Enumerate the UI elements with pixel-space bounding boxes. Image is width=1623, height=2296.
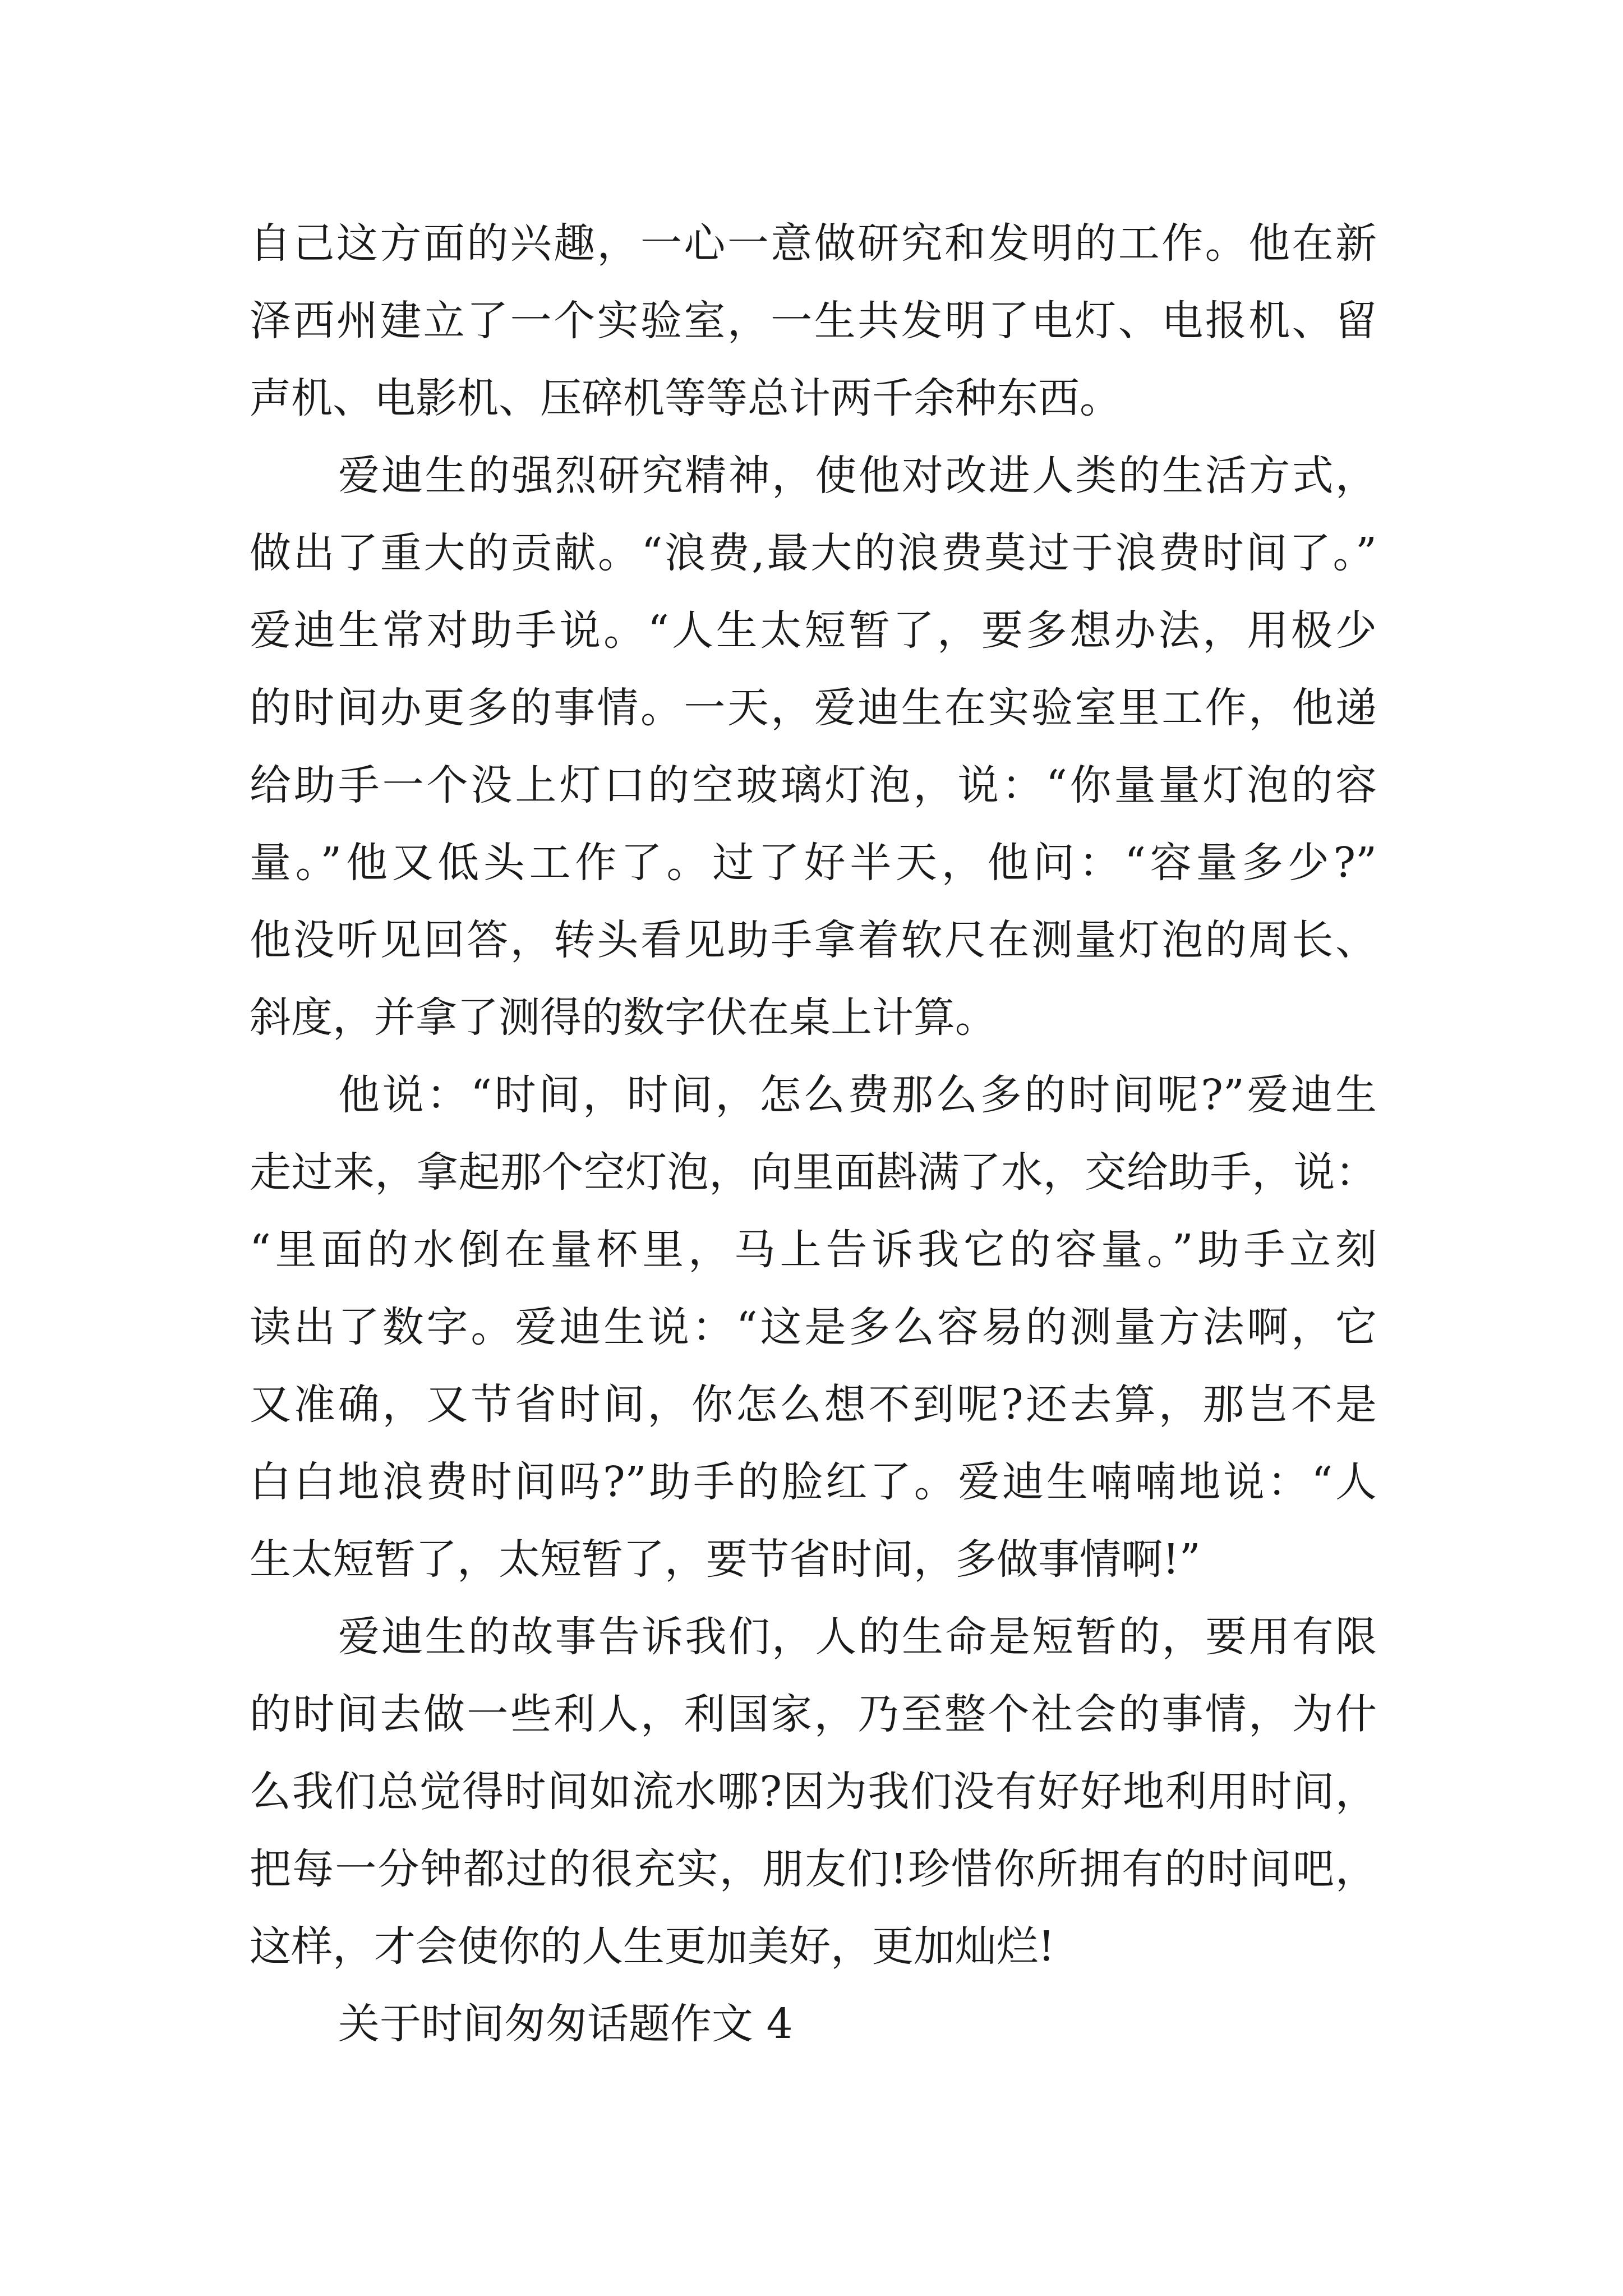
paragraph	[250, 437, 1377, 1056]
text-line: 量。”他又低头工作了。过了好半天，他问：“容量多少?”	[250, 839, 1377, 887]
text-line: 白白地浪费时间吗?”助手的脸红了。爱迪生喃喃地说：“人	[250, 1458, 1377, 1506]
text-line: 爱迪生的故事告诉我们，人的生命是短暂的，要用有限	[338, 1613, 1377, 1661]
text-line: 的时间去做一些利人，利国家，乃至整个社会的事情，为什	[250, 1690, 1377, 1738]
text-line: 走过来，拿起那个空灯泡，向里面斟满了水，交给助手，说：	[250, 1148, 1377, 1197]
text-line: 生太短暂了，太短暂了，要节省时间，多做事情啊!”	[250, 1535, 1201, 1584]
text-line: 又准确，又节省时间，你怎么想不到呢?还去算，那岂不是	[250, 1381, 1377, 1429]
text-line: 的时间办更多的事情。一天，爱迪生在实验室里工作，他递	[250, 684, 1377, 732]
section-heading: 关于时间匆匆话题作文 4	[338, 2000, 793, 2048]
text-line: 读出了数字。爱迪生说：“这是多么容易的测量方法啊，它	[250, 1303, 1377, 1351]
text-line: 么我们总觉得时间如流水哪?因为我们没有好好地利用时间，	[250, 1768, 1377, 1816]
text-line: 做出了重大的贡献。“浪费,最大的浪费莫过于浪费时间了。”	[250, 529, 1377, 577]
text-line: 爱迪生的强烈研究精神，使他对改进人类的生活方式，	[338, 452, 1377, 500]
text-line: “里面的水倒在量杯里，马上告诉我它的容量。”助手立刻	[250, 1226, 1377, 1274]
paragraph	[250, 1598, 1377, 1985]
text-line: 这样，才会使你的人生更加美好，更加灿烂!	[250, 1922, 1055, 1971]
text-line: 他说：“时间，时间，怎么费那么多的时间呢?”爱迪生	[338, 1071, 1377, 1119]
text-line: 给助手一个没上灯口的空玻璃灯泡，说：“你量量灯泡的容	[250, 761, 1377, 809]
text-line: 他没听见回答，转头看见助手拿着软尺在测量灯泡的周长、	[250, 916, 1377, 964]
text-line: 声机、电影机、压碎机等等总计两千余种东西。	[250, 374, 1121, 422]
text-line: 爱迪生常对助手说。“人生太短暂了，要多想办法，用极少	[250, 606, 1377, 655]
paragraph	[250, 205, 1377, 437]
paragraph	[250, 1056, 1377, 1598]
text-line: 斜度，并拿了测得的数字伏在桌上计算。	[250, 993, 997, 1042]
text-line: 把每一分钟都过的很充实，朋友们!珍惜你所拥有的时间吧，	[250, 1845, 1377, 1893]
text-line: 自己这方面的兴趣，一心一意做研究和发明的工作。他在新	[250, 219, 1377, 268]
document-body	[250, 205, 1377, 2063]
text-line: 泽西州建立了一个实验室，一生共发明了电灯、电报机、留	[250, 297, 1377, 345]
